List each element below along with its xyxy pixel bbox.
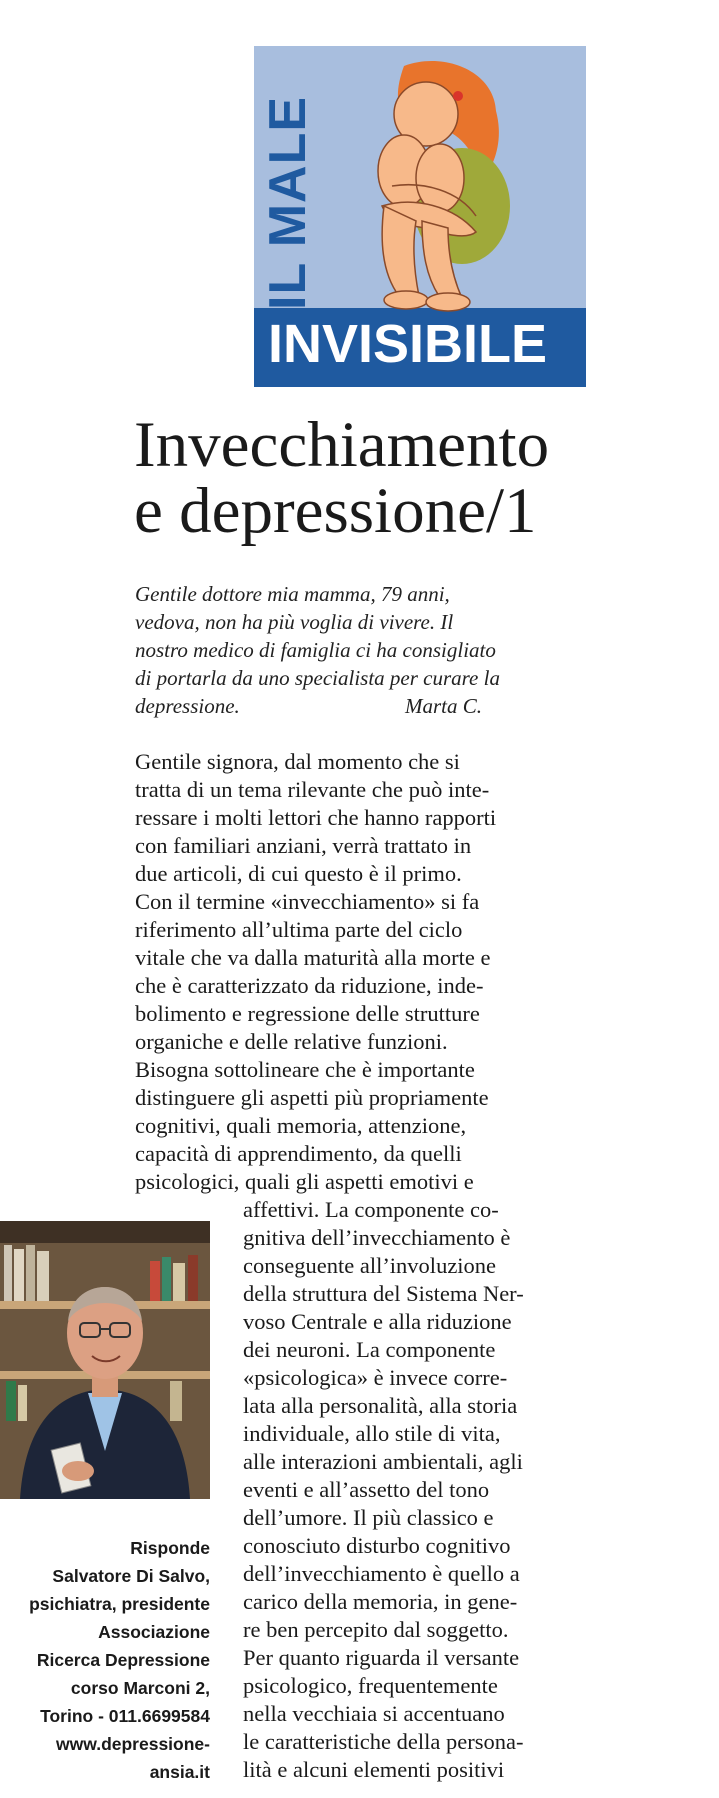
letter-line: vedova, non ha più voglia di vivere. Il <box>135 610 454 634</box>
body-line: riferimento all’ultima parte del ciclo <box>135 917 463 942</box>
body-line: affettivi. La componente co- <box>243 1197 499 1222</box>
letter-line: di portarla da uno specialista per curare la <box>135 666 500 690</box>
body-line: individuale, allo stile di vita, <box>243 1421 501 1446</box>
body-line: conseguente all’involuzione <box>243 1253 497 1278</box>
body-line: distinguere gli aspetti più propriamente <box>135 1085 489 1110</box>
body-line: Con il termine «invecchiamento» si fa <box>135 889 480 914</box>
body-line: dell’umore. Il più classico e <box>243 1505 494 1530</box>
body-line: Bisogna sottolineare che è importante <box>135 1057 475 1082</box>
column-logo <box>254 46 586 387</box>
letter-line: Gentile dottore mia mamma, 79 anni, <box>135 582 450 606</box>
body-line: Per quanto riguarda il versante <box>243 1645 520 1670</box>
body-line: con familiari anziani, verrà trattato in <box>135 833 472 858</box>
body-line: le caratteristiche della persona- <box>243 1729 524 1754</box>
body-line: re ben percepito dal soggetto. <box>243 1617 509 1642</box>
reader-letter <box>135 580 605 720</box>
body-line: voso Centrale e alla riduzione <box>243 1309 512 1334</box>
letter-signature: Marta C. <box>405 694 483 718</box>
body-line: vitale che va dalla maturità alla morte e <box>135 945 491 970</box>
body-line: nella vecchiaia si accentuano <box>243 1701 505 1726</box>
body-line: «psicologica» è invece corre- <box>243 1365 508 1390</box>
body-line: che è caratterizzato da riduzione, inde- <box>135 973 484 998</box>
caption-line: corso Marconi 2, <box>70 1678 210 1698</box>
body-line: carico della memoria, in gene- <box>243 1589 518 1614</box>
caption-line: psichiatra, presidente <box>29 1594 210 1614</box>
body-line: eventi e all’assetto del tono <box>243 1477 490 1502</box>
body-line: due articoli, di cui questo è il primo. <box>135 861 462 886</box>
caption-line: Associazione <box>98 1622 210 1642</box>
body-line: tratta di un tema rilevante che può inte- <box>135 777 490 802</box>
body-line: psicologici, quali gli aspetti emotivi e <box>135 1169 474 1194</box>
body-line: psicologico, frequentemente <box>243 1673 498 1698</box>
body-line: organiche e delle relative funzioni. <box>135 1029 448 1054</box>
caption-line: Torino - 011.6699584 <box>40 1706 210 1726</box>
body-line: cognitivi, quali memoria, attenzione, <box>135 1113 467 1138</box>
body-line: bolimento e regressione delle strutture <box>135 1001 480 1026</box>
logo-title-vertical: IL MALE <box>259 95 317 310</box>
body-line: alle interazioni ambientali, agli <box>243 1449 523 1474</box>
body-line: conosciuto disturbo cognitivo <box>243 1533 511 1558</box>
caption-line: Ricerca Depressione <box>36 1650 210 1670</box>
article-body-wide <box>135 748 605 1196</box>
headline-line: Invecchiamento <box>134 409 550 481</box>
body-line: lità e alcuni elementi positivi <box>243 1757 505 1782</box>
article-body-narrow <box>243 1196 603 1784</box>
body-line: Gentile signora, dal momento che si <box>135 749 460 774</box>
caption-line: Salvatore Di Salvo, <box>52 1566 210 1586</box>
headline-line: e depressione/1 <box>134 475 537 547</box>
author-caption <box>0 1534 210 1786</box>
caption-line: www.depressione- <box>56 1734 210 1754</box>
caption-line: Risponde <box>130 1538 210 1558</box>
body-line: ressare i molti lettori che hanno rapporti <box>135 805 497 830</box>
body-line: capacità di apprendimento, da quelli <box>135 1141 462 1166</box>
body-line: della struttura del Sistema Ner- <box>243 1281 524 1306</box>
letter-line: depressione. <box>135 694 240 718</box>
body-line: dei neuroni. La componente <box>243 1337 496 1362</box>
body-line: lata alla personalità, alla storia <box>243 1393 518 1418</box>
caption-line: ansia.it <box>149 1762 210 1782</box>
article-headline <box>134 409 604 547</box>
author-photo <box>0 1221 210 1499</box>
body-line: dell’invecchiamento è quello a <box>243 1561 520 1586</box>
body-line: gnitiva dell’invecchiamento è <box>243 1225 511 1250</box>
logo-title-horizontal: INVISIBILE <box>268 314 548 374</box>
letter-line: nostro medico di famiglia ci ha consigliato <box>135 638 496 662</box>
author-portrait-image <box>0 1221 210 1499</box>
crouching-woman-illustration <box>344 56 544 321</box>
